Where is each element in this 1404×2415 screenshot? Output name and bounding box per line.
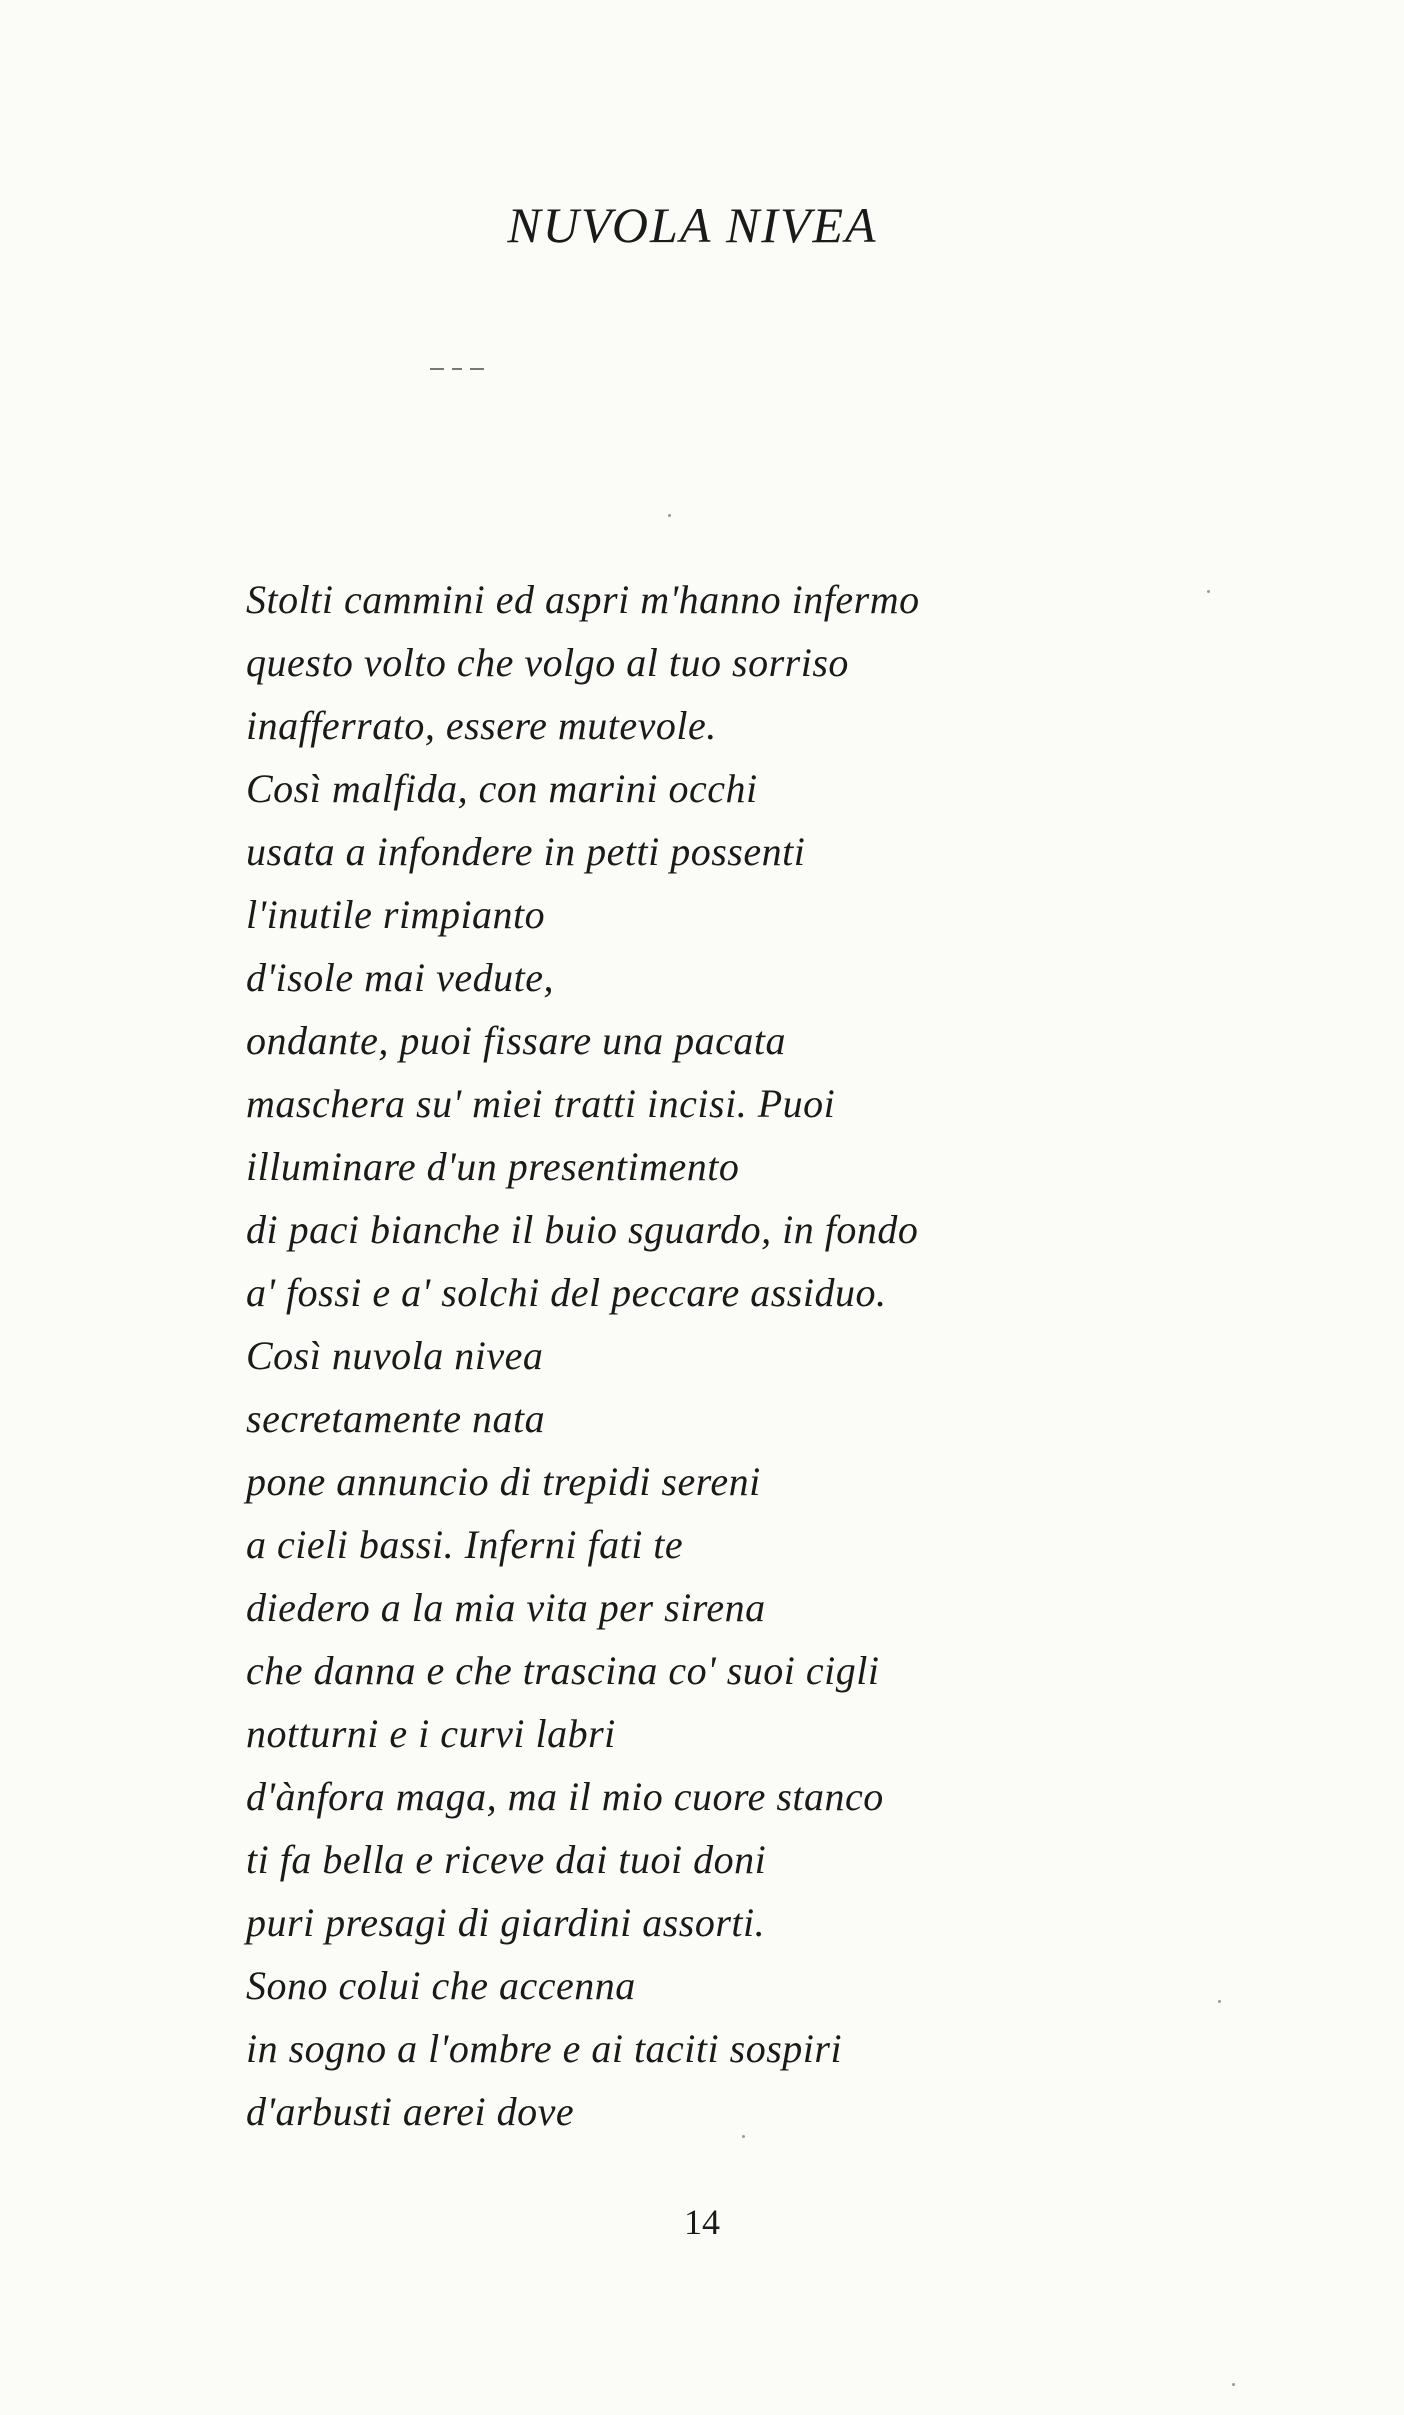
print-speck [1232, 2383, 1235, 2386]
poem-line: in sogno a l'ombre e ai taciti sospiri [246, 2026, 843, 2071]
page-number: 14 [684, 2202, 720, 2242]
poem-line: Così nuvola nivea [246, 1333, 544, 1378]
poem-line: che danna e che trascina co' suoi cigli [246, 1648, 880, 1693]
poem-line: questo volto che volgo al tuo sorriso [246, 640, 849, 685]
print-speck [742, 2135, 745, 2138]
poem-line: Così malfida, con marini occhi [246, 766, 758, 811]
poem-line: Stolti cammini ed aspri m'hanno infermo [246, 577, 920, 622]
poem-line: d'arbusti aerei dove [246, 2089, 575, 2134]
poem-line: ondante, puoi fissare una pacata [246, 1018, 787, 1063]
poem-line: pone annuncio di trepidi sereni [246, 1459, 761, 1504]
poem-line: l'inutile rimpianto [246, 892, 546, 937]
poem-line: ti fa bella e riceve dai tuoi doni [246, 1837, 767, 1882]
poem-title: NUVOLA NIVEA [507, 197, 878, 253]
poem-line: puri presagi di giardini assorti. [246, 1900, 766, 1945]
print-speck [1218, 2000, 1221, 2003]
poem-line: di paci bianche il buio sguardo, in fondo [246, 1207, 919, 1252]
poem-line: maschera su' miei tratti incisi. Puoi [246, 1081, 836, 1126]
poem-line: illuminare d'un presentimento [246, 1144, 740, 1189]
poem-line: diedero a la mia vita per sirena [246, 1585, 766, 1630]
poem-line: notturni e i curvi labri [246, 1711, 616, 1756]
poem-line: usata a infondere in petti possenti [246, 829, 806, 874]
poem-line: a' fossi e a' solchi del peccare assiduo. [246, 1270, 887, 1315]
poem-line: Sono colui che accenna [246, 1963, 636, 2008]
title-ornament-rule [430, 368, 484, 372]
poem-line: d'isole mai vedute, [246, 955, 554, 1000]
poem-body [246, 568, 1246, 2143]
poem-line: d'ànfora maga, ma il mio cuore stanco [246, 1774, 884, 1819]
poem-line: a cieli bassi. Inferni fati te [246, 1522, 684, 1567]
print-speck [1207, 590, 1210, 593]
poem-line: secretamente nata [246, 1396, 546, 1441]
print-speck [668, 514, 671, 517]
poem-line: inafferrato, essere mutevole. [246, 703, 717, 748]
